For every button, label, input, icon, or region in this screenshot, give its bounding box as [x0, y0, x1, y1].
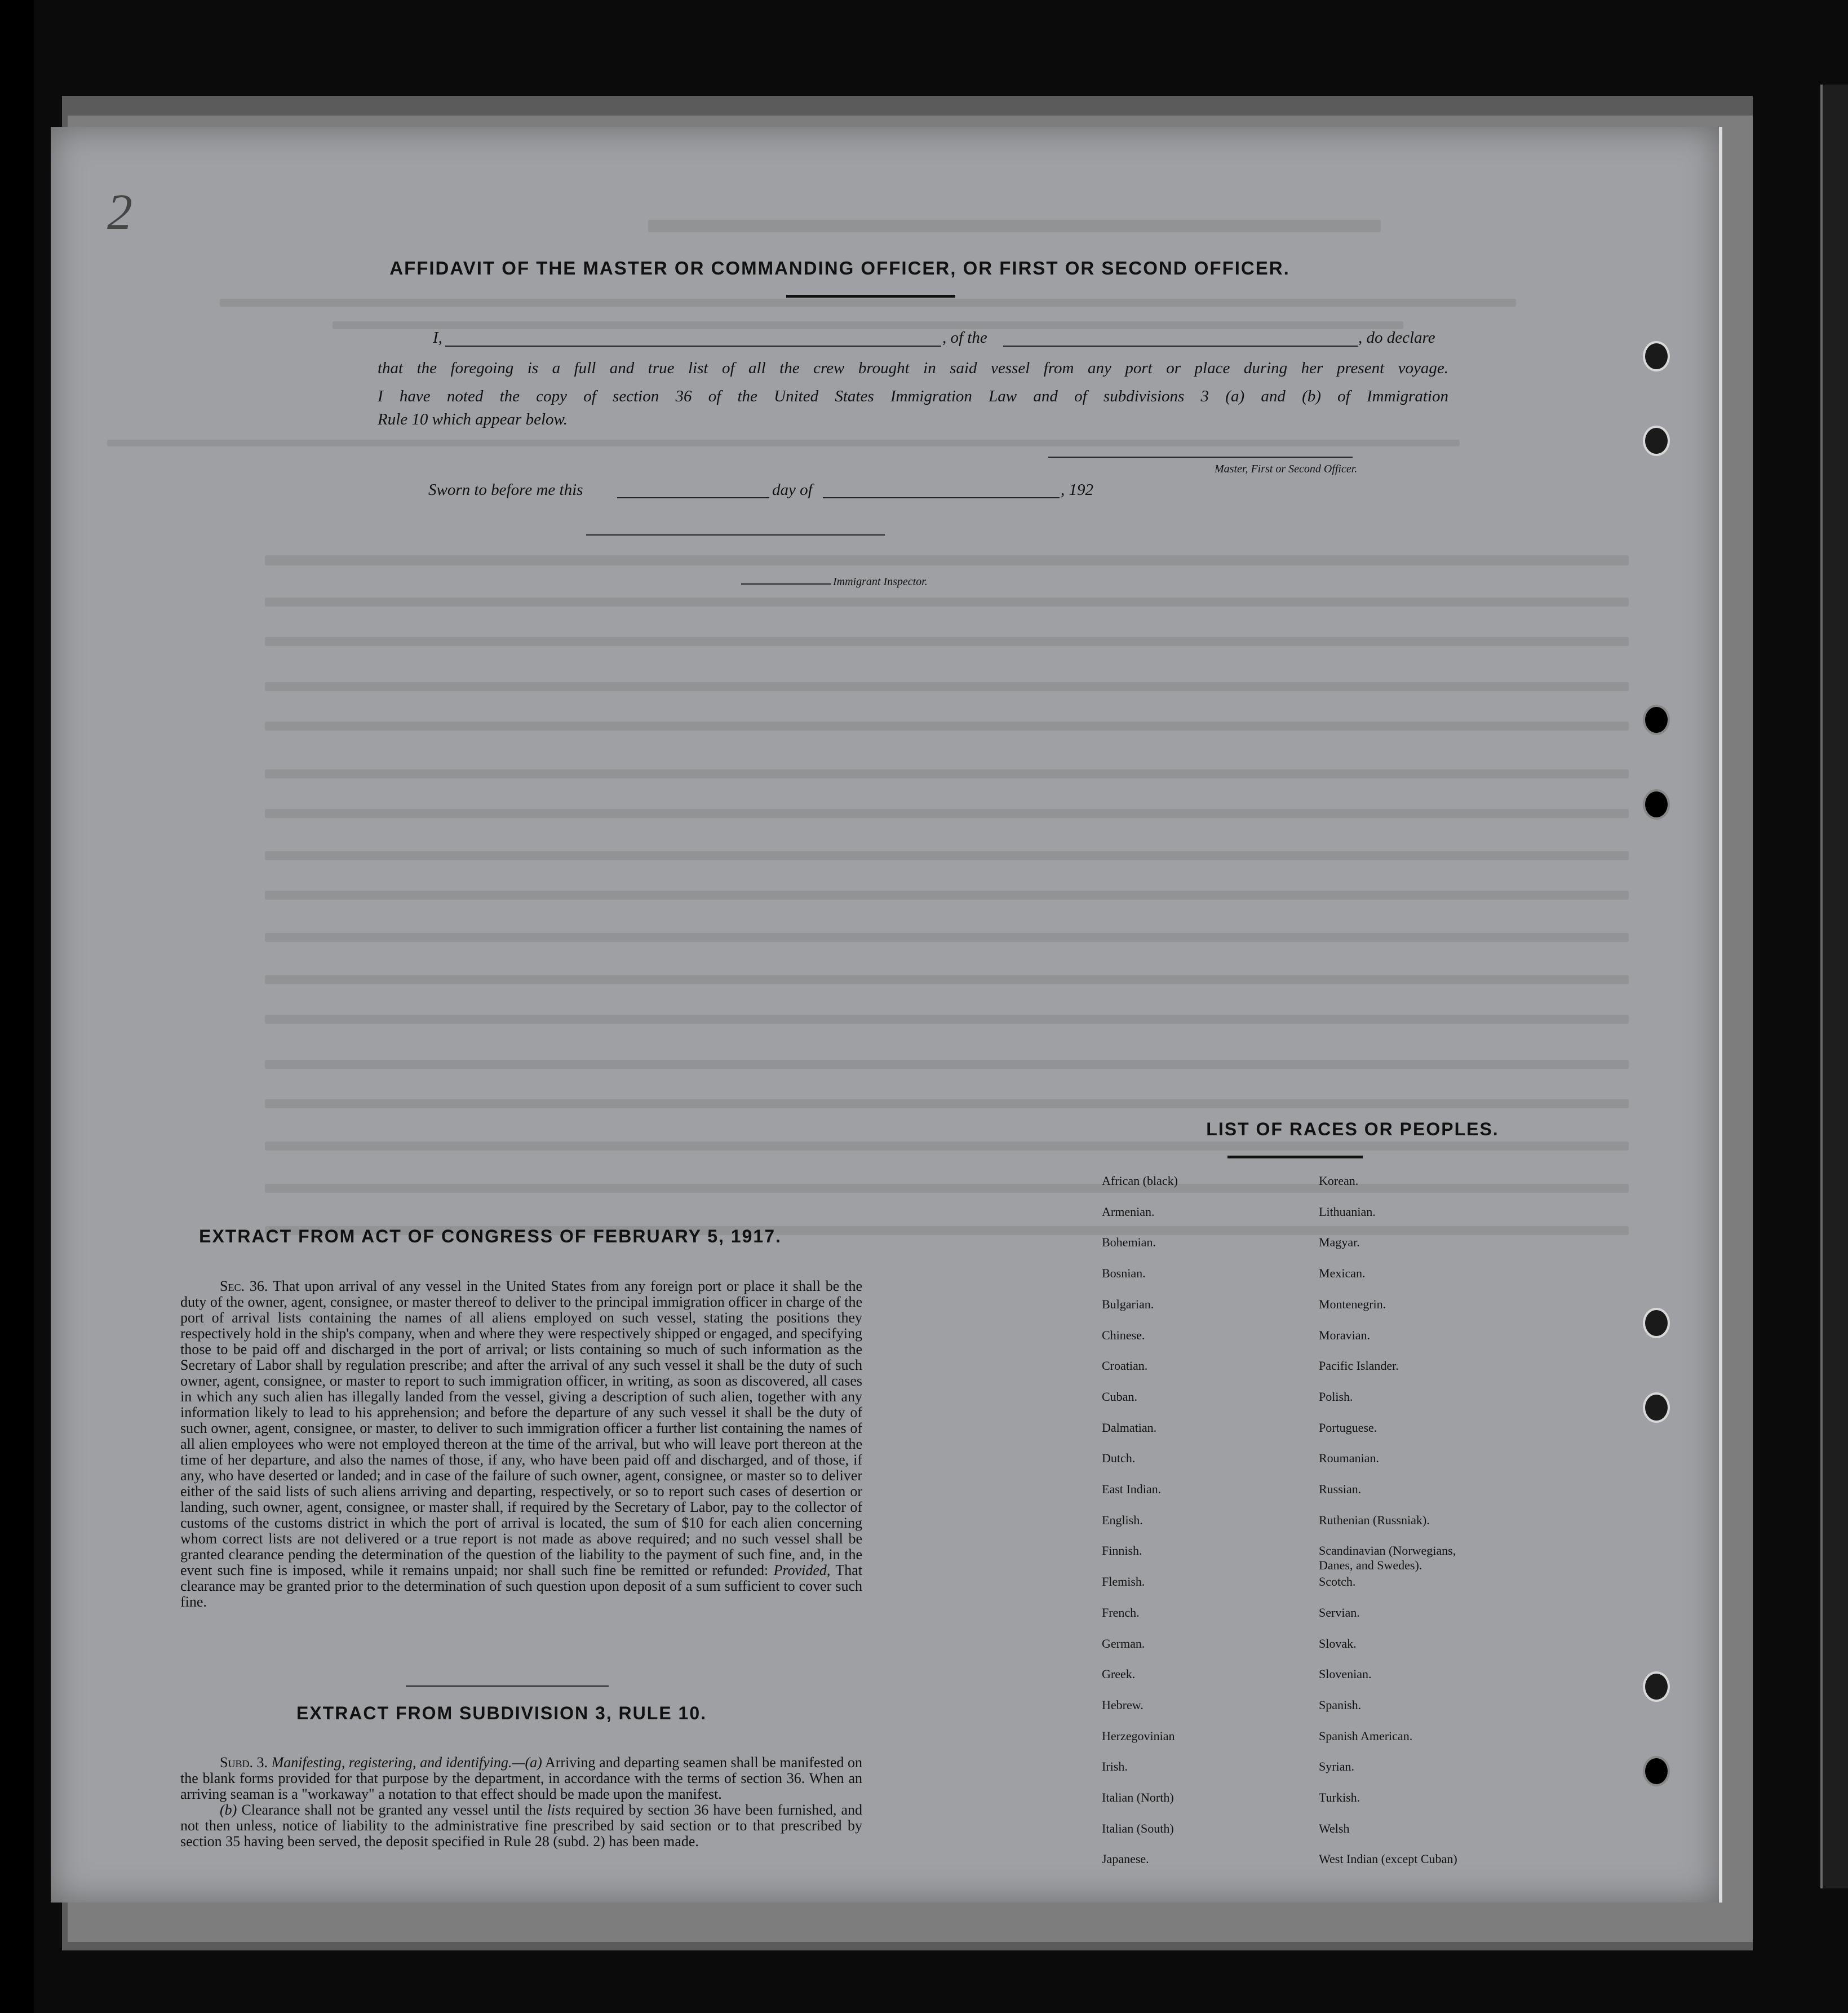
section-36-text: [180, 1278, 862, 1610]
race-item: Armenian.: [1102, 1204, 1155, 1219]
race-item: Pacific Islander.: [1319, 1359, 1399, 1373]
race-item: Roumanian.: [1319, 1451, 1379, 1466]
master-signature-line: [1048, 457, 1353, 458]
title-underline: [786, 295, 955, 298]
affidavit-i: I,: [433, 329, 442, 347]
race-item: Slovenian.: [1319, 1667, 1372, 1682]
race-item: Portuguese.: [1319, 1420, 1377, 1435]
subdivision-3-lists: lists: [547, 1802, 571, 1818]
race-item: Spanish.: [1319, 1697, 1362, 1712]
race-item: Welsh: [1319, 1821, 1350, 1835]
race-item: Scandinavian (Norwegians, Danes, and Swedes).: [1319, 1543, 1456, 1573]
document-page: [51, 127, 1722, 1903]
race-item: Cuban.: [1102, 1389, 1137, 1404]
race-item: Japanese.: [1102, 1852, 1149, 1866]
race-item: English.: [1102, 1512, 1143, 1527]
race-item: Polish.: [1319, 1389, 1353, 1404]
punch-hole: [1643, 789, 1670, 820]
adjacent-page-edge: [1820, 85, 1848, 1888]
race-item: Chinese.: [1102, 1328, 1145, 1342]
race-item: Turkish.: [1319, 1790, 1360, 1804]
inspector-label: Immigrant Inspector.: [833, 576, 928, 588]
section-36-lead: Sec. 36.: [220, 1278, 268, 1294]
race-item: Slovak.: [1319, 1636, 1357, 1651]
punch-hole: [1643, 341, 1670, 371]
subdivision-3-lead: Subd. 3.: [220, 1754, 268, 1771]
race-item: Italian (South): [1102, 1821, 1174, 1835]
race-item: Ruthenian (Russniak).: [1319, 1512, 1430, 1527]
race-item: Russian.: [1319, 1482, 1362, 1496]
punch-hole: [1643, 426, 1670, 456]
punch-hole: [1643, 1756, 1670, 1786]
subdivision-3-heading: Manifesting, registering, and identifying.—(a): [271, 1754, 542, 1771]
race-item: Flemish.: [1102, 1574, 1145, 1589]
year-text: , 192: [1061, 481, 1093, 499]
master-label: Master, First or Second Officer.: [1215, 463, 1358, 475]
race-item: Scotch.: [1319, 1574, 1356, 1589]
subdivision-3-b1: Clearance shall not be granted any vessel until the: [241, 1802, 543, 1818]
day-blank: [617, 497, 769, 498]
month-blank: [823, 497, 1060, 498]
race-item: Syrian.: [1319, 1759, 1354, 1774]
page-number: 2: [107, 184, 132, 240]
race-item: Korean.: [1319, 1174, 1359, 1188]
race-item: Herzegovinian: [1102, 1728, 1175, 1743]
affidavit-line-2: that the foregoing is a full and true list of all the crew brought in said vessel from any port or place during her present voyage.: [378, 359, 1448, 377]
race-item: Servian.: [1319, 1605, 1360, 1620]
punch-hole: [1643, 1671, 1670, 1702]
race-item: Bosnian.: [1102, 1266, 1146, 1281]
race-item: Dalmatian.: [1102, 1420, 1157, 1435]
subdivision-3-a: Arriving and departing seamen shall be manifested on the blank forms provided for that purpose by the department, in accordance with the terms of section 36. When an arriving seaman is a "workaway" a notation to that effect should be made upon the manifest.: [180, 1754, 862, 1802]
race-item: West Indian (except Cuban): [1319, 1852, 1457, 1866]
affidavit-title: AFFIDAVIT OF THE MASTER OR COMMANDING OFFICER, OR FIRST OR SECOND OFFICER.: [389, 258, 1290, 278]
punch-hole: [1643, 1308, 1670, 1338]
section-36-provided: Provided,: [773, 1562, 831, 1578]
punch-hole: [1643, 1392, 1670, 1423]
section-36-body: That upon arrival of any vessel in the United States from any foreign port or place it shall be the duty of the owner, agent, consignee, or master thereof to deliver to the principal immigration officer in charge of the port of arrival lists containing the names of all aliens employed on such vessel, stating the positions they respectively hold in the ship's company, when and where they were respectively shipped or engaged, and specifying those to be paid off and discharged in the port of arrival; or lists containing so much of such information as the Secretary of Labor shall by regulation prescribe; and after the arrival of any such vessel it shall be the duty of such owner, agent, consignee, or master to report to such immigration officer, in writing, as soon as discovered, all cases in which any such alien has illegally landed from the vessel, giving a description of such alien, together with any information likely to lead to his apprehension; and before the departure of any such vessel it shall be the duty of such owner, agent, consignee, or master, to deliver to such immigration officer a further list containing the names of all alien employees who were not employed thereon at the time of the arrival, but who will leave port thereon at the time of her departure, and also the names of those, if any, who have been paid off and discharged, and of those, if any, who have deserted or landed; and in case of the failure of such owner, agent, consignee, or master so to deliver either of the said lists of such aliens arriving and departing, respectively, or so to report such cases of desertion or landing, such owner, agent, consignee, or master shall, if required by the Secretary of Labor, pay to the collector of customs of the customs district in which the port of arrival is located, the sum of $10 for each alien concerning whom correct lists are not delivered or a true report is not made as above required; and no such vessel shall be granted clearance pending the determination of the question of the liability to the payment of such fine, and, in the event such fine is imposed, while it remains unpaid; nor shall such fine be remitted or refunded:: [180, 1278, 863, 1578]
race-item: Italian (North): [1102, 1790, 1174, 1804]
day-of-text: day of: [772, 481, 813, 499]
race-item: African (black): [1102, 1174, 1178, 1188]
race-item: Greek.: [1102, 1667, 1136, 1682]
sworn-text: Sworn to before me this: [428, 481, 583, 499]
race-item: Spanish American.: [1319, 1728, 1413, 1743]
races-title: LIST OF RACES OR PEOPLES.: [1206, 1119, 1499, 1139]
inspector-signature-line: [586, 534, 885, 536]
vessel-blank: [1003, 346, 1358, 347]
race-item: Croatian.: [1102, 1359, 1148, 1373]
subdivision-3-b-marker: (b): [220, 1802, 237, 1818]
race-item: Dutch.: [1102, 1451, 1136, 1466]
extract-divider: [406, 1685, 609, 1687]
affidavit-declare: , do declare: [1358, 329, 1435, 347]
affidavit-line-3: I have noted the copy of section 36 of the United States Immigration Law and of subdivisions 3 (a) and (b) of Immigration: [378, 387, 1448, 405]
punch-hole: [1643, 705, 1670, 735]
inspector-name-blank: [741, 583, 831, 585]
race-item: Finnish.: [1102, 1543, 1142, 1558]
extract-act-title: EXTRACT FROM ACT OF CONGRESS OF FEBRUARY 5, 1917.: [199, 1226, 782, 1246]
race-item: Mexican.: [1319, 1266, 1366, 1281]
races-underline: [1227, 1156, 1363, 1158]
race-item: Montenegrin.: [1319, 1297, 1386, 1311]
race-item: East Indian.: [1102, 1482, 1162, 1496]
affidavit-of-the: , of the: [942, 329, 987, 347]
affidavit-line-4: Rule 10 which appear below.: [378, 410, 568, 428]
race-item: Bohemian.: [1102, 1235, 1156, 1250]
name-blank: [445, 346, 941, 347]
race-item: Moravian.: [1319, 1328, 1371, 1342]
subdivision-3-b2: required by section 36 have been furnished, and not then unless, notice of liability to the administrative fine prescribed by said section or to that prescribed by section 35 having been served, the deposit specified in Rule 28 (subd. 2) has been made.: [180, 1802, 863, 1850]
subdivision-3-text: [180, 1755, 862, 1850]
race-item: Bulgarian.: [1102, 1297, 1154, 1311]
race-item: German.: [1102, 1636, 1145, 1651]
race-item: Lithuanian.: [1319, 1204, 1376, 1219]
race-item: Hebrew.: [1102, 1697, 1144, 1712]
race-item: French.: [1102, 1605, 1140, 1620]
section-36-end: That clearance may be granted prior to the determination of such question upon deposit of a sum sufficient to cover such fine.: [180, 1562, 863, 1610]
extract-rule-title: EXTRACT FROM SUBDIVISION 3, RULE 10.: [296, 1703, 707, 1723]
scan-border-left: [0, 0, 34, 2013]
race-item: Irish.: [1102, 1759, 1128, 1774]
race-item: Magyar.: [1319, 1235, 1360, 1250]
